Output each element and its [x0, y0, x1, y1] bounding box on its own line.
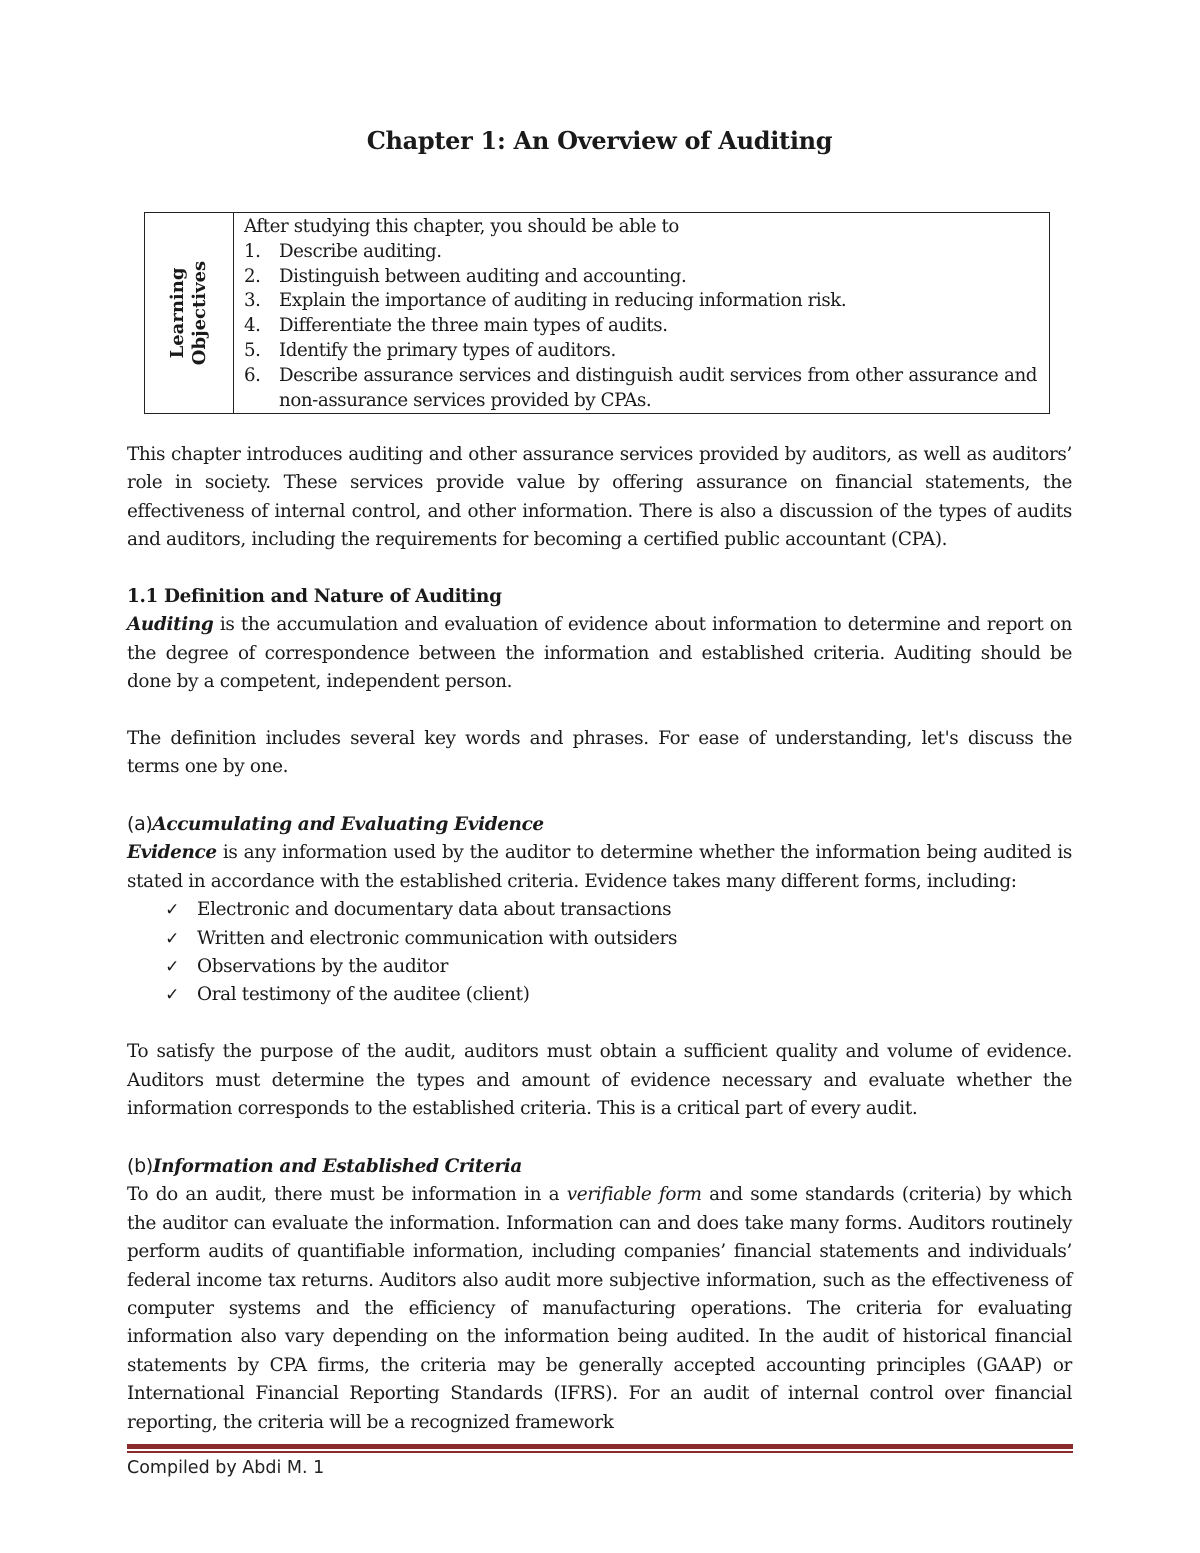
evidence-paragraph — [127, 839, 1072, 896]
subsection-b-heading — [127, 1152, 1072, 1181]
term-auditing: Auditing — [127, 614, 214, 636]
objective-item — [244, 240, 1037, 265]
objective-text: Describe assurance services and distinguish audit services from other assurance and non-assurance services provided by CPAs. — [279, 364, 1037, 411]
chapter-title: Chapter 1: An Overview of Auditing — [366, 126, 833, 155]
subsection-a-heading — [127, 810, 1072, 839]
information-paragraph — [127, 1181, 1072, 1437]
section-heading: 1.1 Definition and Nature of Auditing — [127, 586, 502, 607]
evidence-text: is any information used by the auditor to determine whether the information being audited is stated in accordance with the established criteria. Evidence takes many different forms, including: — [127, 842, 1072, 892]
subsection-marker: (a) — [127, 813, 153, 835]
objective-item — [244, 364, 1037, 414]
information-text-before: To do an audit, there must be information in a — [127, 1184, 567, 1206]
objective-text: Explain the importance of auditing in reducing information risk. — [279, 290, 847, 312]
objectives-label-cell — [145, 213, 234, 414]
intro-paragraph — [127, 441, 1072, 555]
objective-number: 4. — [244, 315, 261, 337]
checklist-text: Oral testimony of the auditee (client) — [197, 984, 530, 1006]
evidence-checklist — [127, 896, 1072, 1010]
term-evidence: Evidence — [127, 842, 217, 864]
checklist-item — [127, 896, 1072, 924]
objective-item — [244, 289, 1037, 314]
checklist-item — [127, 953, 1072, 981]
checkmark-icon: ✓ — [165, 900, 179, 921]
subsection-title: Information and Established Criteria — [152, 1156, 522, 1177]
checklist-text: Written and electronic communication with outsiders — [197, 927, 678, 949]
objective-text: Distinguish between auditing and accounting. — [279, 265, 687, 287]
objective-number: 2. — [244, 265, 261, 287]
objectives-intro: After studying this chapter, you should be able to — [244, 216, 679, 237]
verifiable-form-phrase: verifiable form — [566, 1184, 702, 1206]
subsection-b — [127, 1152, 1072, 1437]
objective-text: Differentiate the three main types of audits. — [279, 315, 668, 337]
key-terms-paragraph: The definition includes several key words and phrases. For ease of understanding, let's discuss the terms one by one. — [127, 728, 1072, 778]
objective-text: Identify the primary types of auditors. — [279, 339, 616, 361]
section-1-1 — [127, 583, 1072, 782]
checklist-item — [127, 981, 1072, 1009]
objectives-label-line1: Learning — [167, 267, 188, 359]
objectives-body — [234, 213, 1050, 414]
evidence-closing-paragraph: To satisfy the purpose of the audit, auditors must obtain a sufficient quality and volume of evidence. Auditors must determine the types and amount of evidence necessary and evaluate whether the information corresponds to the established criteria. This is a critical part of every audit. — [127, 1041, 1072, 1120]
footer-text: Compiled by Abdi M. 1 — [127, 1458, 325, 1478]
objectives-label-line2: Objectives — [189, 260, 210, 366]
subsection-marker: (b) — [127, 1155, 153, 1177]
subsection-a — [127, 810, 1072, 1123]
checkmark-icon: ✓ — [165, 928, 179, 949]
checkmark-icon: ✓ — [165, 985, 179, 1006]
objective-text: Describe auditing. — [279, 240, 442, 262]
information-text-after: and some standards (criteria) by which the auditor can evaluate the information. Information can and does take many forms. Auditors routinely perform audits of quantifiable information, including companies’ financial statements and individuals’ federal income tax returns. Auditors also audit more subjective information, such as the effectiveness of computer systems and the efficiency of manufacturing operations. The criteria for evaluating information also vary depending on the information being audited. In the audit of historical financial statements by CPA firms, the criteria may be generally accepted accounting principles (GAAP) or International Financial Reporting Standards (IFRS). For an audit of internal control over financial reporting, the criteria will be a recognized framework — [127, 1184, 1072, 1433]
learning-objectives-table — [144, 212, 1050, 414]
definition-text: is the accumulation and evaluation of evidence about information to determine and report on the degree of correspondence between the information and established criteria. Auditing should be done by a competent, independent person. — [127, 614, 1072, 693]
objective-number: 5. — [244, 339, 261, 361]
objectives-list — [244, 240, 1037, 414]
checklist-item — [127, 925, 1072, 953]
objective-number: 3. — [244, 290, 261, 312]
intro-text: This chapter introduces auditing and other assurance services provided by auditors, as well as auditors’ role in society. These services provide value by offering assurance on financial statements, the effectiveness of internal control, and other information. There is also a discussion of the types of audits and auditors, including the requirements for becoming a certified public accountant (CPA). — [127, 444, 1072, 551]
checklist-text: Observations by the auditor — [197, 956, 449, 978]
footer-rule-thin — [127, 1451, 1073, 1453]
subsection-title: Accumulating and Evaluating Evidence — [152, 814, 544, 835]
footer-rule-thick — [127, 1444, 1073, 1449]
footer-rule — [127, 1444, 1073, 1454]
objective-item — [244, 339, 1037, 364]
objective-item — [244, 314, 1037, 339]
objective-number: 1. — [244, 240, 261, 262]
objective-number: 6. — [244, 364, 261, 386]
objective-item — [244, 265, 1037, 290]
definition-paragraph — [127, 611, 1072, 696]
objectives-label — [167, 261, 211, 365]
checkmark-icon: ✓ — [165, 957, 179, 978]
checklist-text: Electronic and documentary data about transactions — [197, 899, 672, 921]
